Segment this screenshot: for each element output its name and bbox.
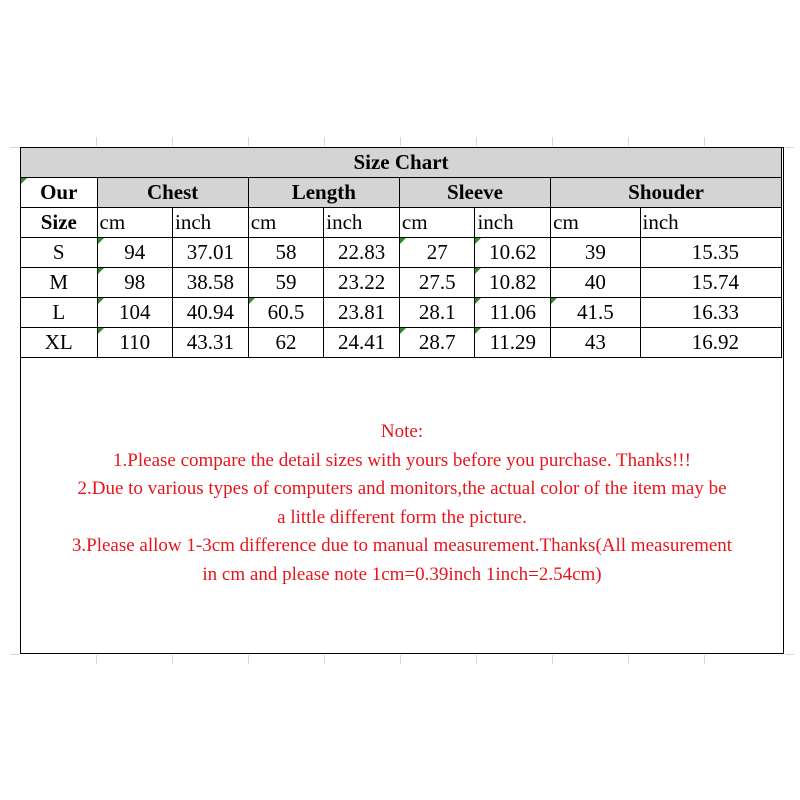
sleeve-cm-cell: 27 [399,238,475,268]
group-header-row [21,178,782,208]
shoulder-inch-cell: 16.33 [640,298,781,328]
note-line-2b: a little different form the picture. [277,506,527,528]
unit-label: cm [399,208,475,238]
unit-label: inch [640,208,781,238]
note-line-3b: in cm and please note 1cm=0.39inch 1inch=2.54cm) [202,563,602,585]
chest-cm-cell: 104 [97,298,172,328]
shoulder-inch-cell: 15.74 [640,268,781,298]
length-cm-cell: 58 [248,238,324,268]
shoulder-inch-cell: 16.92 [640,328,781,358]
unit-label: cm [248,208,324,238]
group-header-shoulder: Shouder [551,178,782,208]
size-chart-table [20,147,782,358]
shoulder-cm-cell: 39 [551,238,640,268]
length-inch-cell: 24.41 [324,328,400,358]
title-row [21,148,782,178]
table-row [21,328,782,358]
size-label: S [21,238,98,268]
size-label: L [21,298,98,328]
length-inch-cell: 22.83 [324,238,400,268]
group-header-chest: Chest [97,178,248,208]
sleeve-cm-cell: 28.1 [399,298,475,328]
note-line-1: 1.Please compare the detail sizes with yours before you purchase. Thanks!!! [113,449,691,471]
length-inch-cell: 23.22 [324,268,400,298]
size-label: XL [21,328,98,358]
shoulder-cm-cell: 43 [551,328,640,358]
size-header-bottom: Size [21,208,98,238]
sleeve-cm-cell: 28.7 [399,328,475,358]
sleeve-inch-cell: 11.29 [475,328,551,358]
unit-label: inch [475,208,551,238]
unit-label: cm [551,208,640,238]
chest-cm-cell: 98 [97,268,172,298]
table-row [21,238,782,268]
sleeve-cm-cell: 27.5 [399,268,475,298]
note-line-3a: 3.Please allow 1-3cm difference due to manual measurement.Thanks(All measurement [71,535,733,556]
sleeve-inch-cell: 11.06 [475,298,551,328]
chart-title: Size Chart [21,148,782,178]
shoulder-cm-cell: 40 [551,268,640,298]
length-cm-cell: 60.5 [248,298,324,328]
size-chart-sheet [20,147,784,654]
sleeve-inch-cell: 10.62 [475,238,551,268]
chest-cm-cell: 94 [97,238,172,268]
size-header-top: Our [21,178,98,208]
table-row [21,268,782,298]
unit-label: inch [173,208,249,238]
note-heading: Note: [380,421,424,442]
chest-inch-cell: 38.58 [173,268,249,298]
note-line-2a: 2.Due to various types of computers and monitors,the actual color of the item may be [77,478,727,499]
group-header-sleeve: Sleeve [399,178,550,208]
chest-inch-cell: 40.94 [173,298,249,328]
length-cm-cell: 62 [248,328,324,358]
chest-inch-cell: 43.31 [173,328,249,358]
table-row [21,298,782,328]
shoulder-cm-cell: 41.5 [551,298,640,328]
chest-cm-cell: 110 [97,328,172,358]
unit-label: cm [97,208,172,238]
unit-header-row [21,208,782,238]
chest-inch-cell: 37.01 [173,238,249,268]
length-inch-cell: 23.81 [324,298,400,328]
group-header-length: Length [248,178,399,208]
unit-label: inch [324,208,400,238]
size-label: M [21,268,98,298]
sleeve-inch-cell: 10.82 [475,268,551,298]
length-cm-cell: 59 [248,268,324,298]
shoulder-inch-cell: 15.35 [640,238,781,268]
note-block [21,418,783,589]
